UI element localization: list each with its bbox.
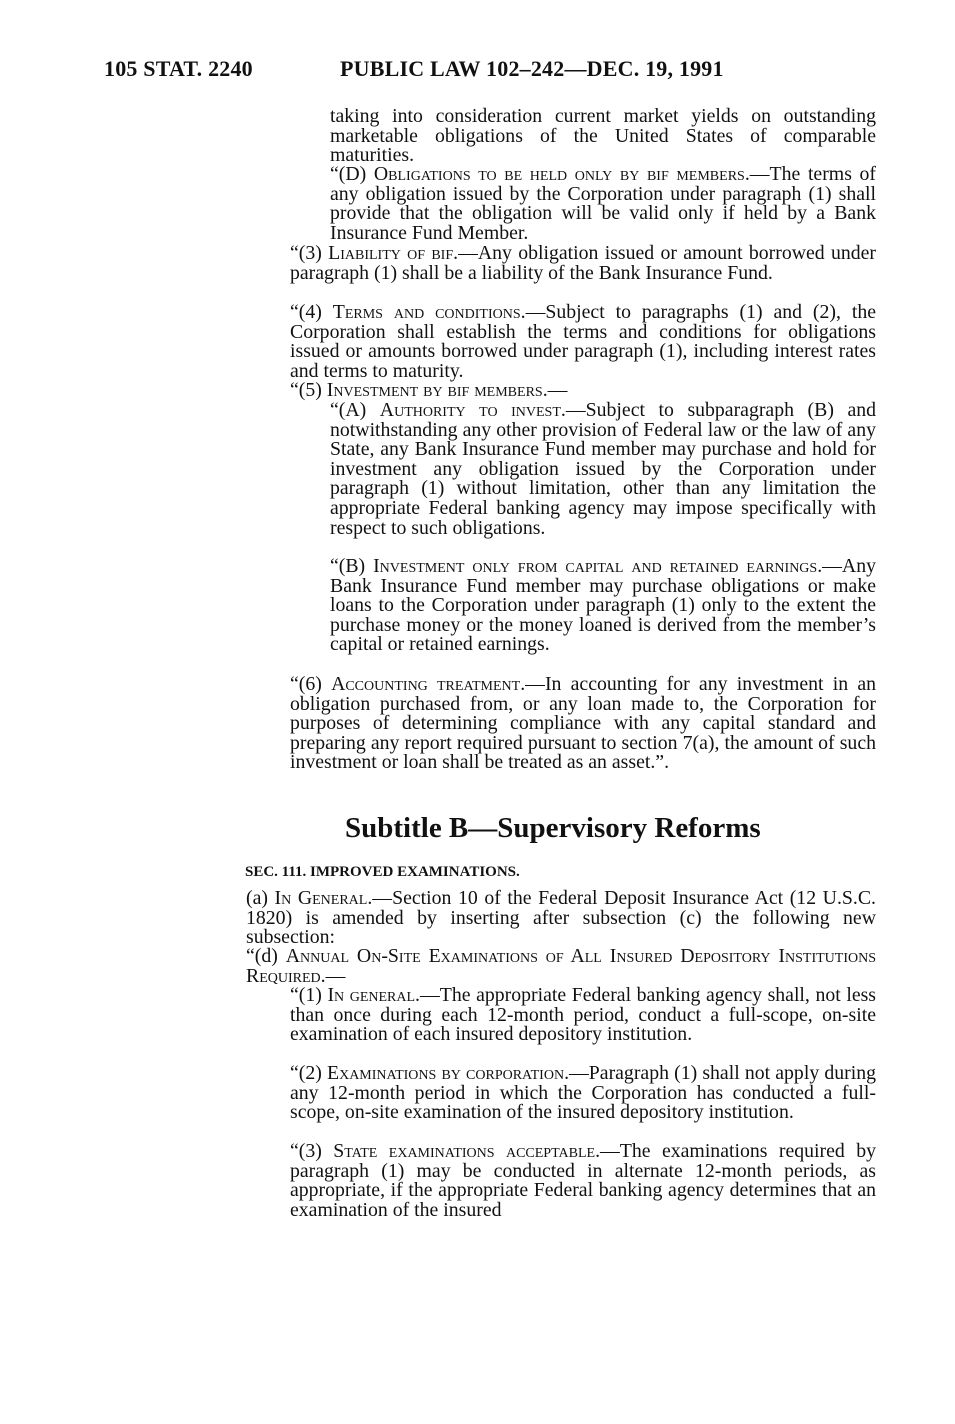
- paragraph-text: .—Paragraph (1) shall not apply during any 12-month period in which the Corporation has conducted a full-scope, on-site examination of the insured depository institution.: [290, 1062, 876, 1124]
- paragraph-6-accounting: [290, 675, 876, 773]
- paragraph-3-liability: [290, 244, 876, 283]
- paragraph-text: .—: [542, 379, 568, 401]
- paragraph-text: .—Any obligation issued or amount borrowed under paragraph (1) shall be a liability of the Bank Insurance Fund.: [290, 242, 876, 284]
- paragraph-heading: Terms and conditions: [332, 301, 521, 323]
- paragraph-text: .—Subject to paragraphs (1) and (2), the Corporation shall establish the terms and conditions for obligations issued or amounts borrowed under paragraph (1), including interest rates and terms to maturity.: [290, 301, 876, 382]
- subparagraph-b-capital: [330, 557, 876, 655]
- paragraph-heading: Liability of bif: [328, 242, 454, 264]
- paragraph-number: “(6): [290, 673, 332, 695]
- subsection-d-annual-exams: [246, 947, 876, 986]
- paragraph-text: .—The appropriate Federal banking agency shall, not less than once during each 12-month period, conduct a full-scope, on-site examination of each insured depository institution.: [290, 984, 876, 1046]
- paragraph-number: “(D): [330, 163, 374, 185]
- paragraph-heading: State examinations acceptable: [333, 1140, 596, 1162]
- paragraph-number: “(1): [290, 984, 328, 1006]
- paragraph-3-state-exams: [290, 1142, 876, 1220]
- paragraph-heading: Examinations by corporation: [327, 1062, 565, 1084]
- paragraph-text: .—In accounting for any investment in an obligation purchased from, or any loan made to, the Corporation for purposes of determining compliance with any capital standard and preparing any report required pursuant to section 7(a), the amount of such investment or loan shall be treated as an asset.”.: [290, 673, 876, 774]
- paragraph-1-general: [290, 986, 876, 1045]
- paragraph-continuation: [330, 107, 876, 166]
- paragraph-number: (a): [246, 887, 275, 909]
- paragraph-5-investment: [290, 381, 876, 401]
- paragraph-heading: Annual On-Site Examinations of All Insured Depository Institutions Required: [246, 945, 876, 987]
- page-header: [104, 56, 744, 86]
- paragraph-text: .—Subject to subparagraph (B) and notwithstanding any other provision of Federal law or the law of any State, any Bank Insurance Fund member may purchase and hold for investment any obligation issued by the Corporation under paragraph (1) without limitation, other than any limitation the appropriate Federal banking agency may impose specifically with respect to such obligations.: [330, 399, 877, 539]
- paragraph-number: “(3): [290, 242, 329, 264]
- paragraph-text: .—Any Bank Insurance Fund member may purchase obligations or make loans to the Corporation under paragraph (1) only to the extent the purchase money or the money loaned is derived from the member’s capital or retained earnings.: [330, 555, 876, 656]
- paragraph-number: “(A): [330, 399, 380, 421]
- paragraph-heading: Authority to invest: [379, 399, 561, 421]
- stat-citation: 105 STAT. 2240: [104, 56, 253, 81]
- paragraph-text: .—: [320, 964, 346, 987]
- subtitle-heading: Subtitle B—Supervisory Reforms: [345, 812, 761, 844]
- paragraph-heading: In general: [327, 984, 416, 1006]
- paragraph-number: “(B): [330, 555, 374, 577]
- paragraph-text: .—Section 10 of the Federal Deposit Insurance Act (12 U.S.C. 1820) is amended by inserting after subsection (c) the following new subsection:: [246, 887, 876, 949]
- paragraph-heading: In General: [274, 887, 368, 909]
- paragraph-number: “(5): [290, 379, 327, 401]
- paragraph-text: .—The terms of any obligation issued by the Corporation under paragraph (1) shall provide that the obligation will be valid only if held by a Bank Insurance Fund Member.: [330, 163, 876, 244]
- subparagraph-a-authority: [330, 401, 876, 538]
- paragraph-heading: Investment only from capital and retained earnings: [373, 555, 818, 577]
- paragraph-number: “(2): [290, 1062, 327, 1084]
- paragraph-4-terms: [290, 303, 876, 381]
- subsection-a-general: [246, 889, 876, 948]
- public-law-date: PUBLIC LAW 102–242—DEC. 19, 1991: [340, 56, 724, 81]
- paragraph-heading: Obligations to be held only by bif members: [373, 163, 745, 185]
- paragraph-text: taking into consideration current market yields on outstanding marketable obligations of the United States of comparable maturities.: [330, 105, 876, 167]
- section-heading: SEC. 111. IMPROVED EXAMINATIONS.: [245, 864, 520, 880]
- paragraph-number: “(3): [290, 1140, 334, 1162]
- paragraph-d-obligations: [330, 165, 876, 243]
- paragraph-heading: Investment by bif members: [326, 379, 543, 401]
- paragraph-number: “(d): [246, 945, 286, 967]
- paragraph-text: .—The examinations required by paragraph (1) may be conducted in alternate 12-month periods, as appropriate, if the appropriate Federal banking agency determines that an examination of the insured: [290, 1140, 876, 1221]
- paragraph-number: “(4): [290, 301, 333, 323]
- paragraph-heading: Accounting treatment: [331, 673, 521, 695]
- paragraph-2-corporation-exams: [290, 1064, 876, 1123]
